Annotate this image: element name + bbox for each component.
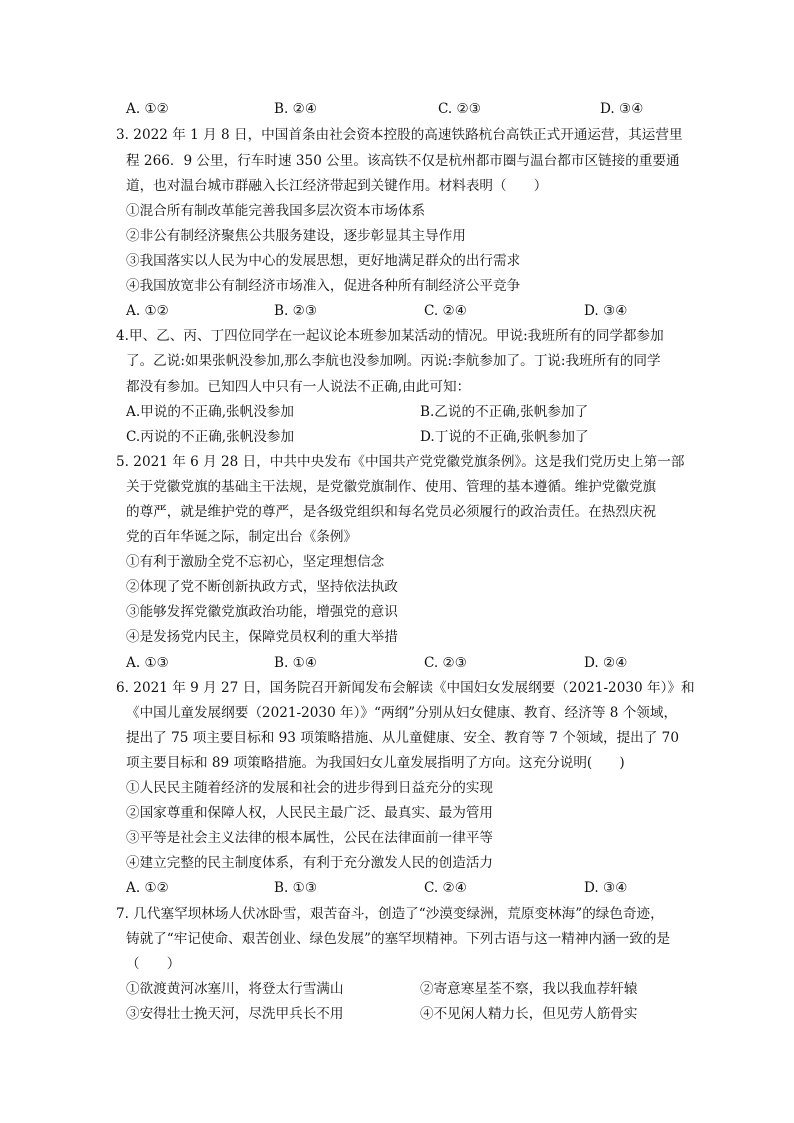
option-d[interactable]: D. ②④ [584,655,628,671]
q7-item-3: ③安得壮士挽天河，尽洗甲兵长不用 [126,1006,344,1022]
option-a[interactable]: A. ①② [126,303,169,319]
q6-stem-line-4: 项主要目标和 89 项策略措施。为我国妇女儿童发展指明了方向。这充分说明( ) [126,755,625,771]
q5-stem-line-2: 关于党徽党旗的基础主干法规，是党徽党旗制作、使用、管理的基本遵循。维护党徽党旗 [126,479,657,495]
option-b[interactable]: B. ②③ [274,303,318,319]
q5-item-1: ①有利于激励全党不忘初心，坚定理想信念 [126,554,385,570]
q7-stem-line-2: 铸就了“牢记使命、艰苦创业、绿色发展”的塞罕坝精神。下列古语与这一精神内涵一致的是 [126,931,671,947]
q4-stem-line-2: 了。乙说:如果张帆没参加,那么李航也没参加咧。丙说:李航参加了。丁说:我班所有的同学 [126,353,661,369]
option-c[interactable]: C. ②④ [424,880,467,896]
q5-stem-line-3: 的尊严，就是维护党的尊严，是各级党组织和每名党员必须履行的政治责任。在热烈庆祝 [126,504,657,520]
q6-stem-line-3: 提出了 75 项主要目标和 93 项策略措施、从儿童健康、安全、教育等 7 个领域，提出了 70 [126,730,679,746]
option-c[interactable]: C.丙说的不正确,张帆没参加 [126,429,295,445]
option-d[interactable]: D. ③④ [584,880,628,896]
option-c[interactable]: C. ②③ [438,101,481,117]
option-c[interactable]: C. ②④ [424,303,467,319]
option-b[interactable]: B. ②④ [274,101,318,117]
option-a[interactable]: A. ①② [126,101,169,117]
q6-item-3: ③平等是社会主义法律的根本属性，公民在法律面前一律平等 [126,830,494,846]
q7-stem-line-1: 7. 几代塞罕坝林场人伏冰卧雪，艰苦奋斗，创造了“沙漠变绿洲，荒原变林海”的绿色奇迹， [116,906,664,922]
q3-stem-line-3: 道，也对温台城市群融入长江经济带起到关键作用。材料表明（ ） [126,178,548,194]
q3-item-1: ①混合所有制改革能完善我国多层次资本市场体系 [126,203,426,219]
option-a[interactable]: A. ①② [126,880,169,896]
q6-stem-line-2: 《中国儿童发展纲要（2021-2030 年）》“两纲”分别从妇女健康、教育、经济等 8 个领域， [126,705,678,721]
q3-item-3: ③我国落实以人民为中心的发展思想，更好地满足群众的出行需求 [126,253,521,269]
q4-stem-line-3: 都没有参加。已知四人中只有一人说法不正确,由此可知： [126,379,471,395]
q3-stem-line-1: 3. 2022 年 1 月 8 日，中国首条由社会资本控股的高速铁路杭台高铁正式开通运营，其运营里 [116,127,683,143]
q4-stem-line-1: 4.甲、乙、丙、丁四位同学在一起议论本班参加某活动的情况。甲说:我班所有的同学都参加 [116,328,664,344]
q5-stem-line-4: 党的百年华诞之际，制定出台《条例》 [126,529,358,545]
q6-item-2: ②国家尊重和保障人权，人民民主最广泛、最真实、最为管用 [126,805,494,821]
q7-item-1: ①欲渡黄河冰塞川，将登太行雪满山 [126,981,344,997]
q5-stem-line-1: 5. 2021 年 6 月 28 日，中共中央发布《中国共产党党徽党旗条例》。这是我们党历史上第一部 [116,454,685,470]
q3-item-4: ④我国放宽非公有制经济市场准入，促进各种所有制经济公平竞争 [126,278,521,294]
q6-item-4: ④建立完整的民主制度体系，有利于充分激发人民的创造活力 [126,855,494,871]
q3-stem-line-2: 程 266．9 公里，行车时速 350 公里。该高铁不仅是杭州都市圈与温台都市区链接的重要通 [126,153,680,169]
option-a[interactable]: A.甲说的不正确,张帆没参加 [126,404,294,420]
q6-item-1: ①人民民主随着经济的发展和社会的进步得到日益充分的实现 [126,780,494,796]
q3-item-2: ②非公有制经济聚焦公共服务建设，逐步彰显其主导作用 [126,228,466,244]
q5-item-4: ④是发扬党内民主，保障党员权利的重大举措 [126,629,398,645]
q7-item-2: ②寄意寒星荃不察，我以我血荐轩辕 [420,981,638,997]
option-b[interactable]: B.乙说的不正确,张帆参加了 [420,404,589,420]
option-d[interactable]: D.丁说的不正确,张帆参加了 [420,429,589,445]
option-c[interactable]: C. ②③ [424,655,467,671]
option-a[interactable]: A. ①③ [126,655,169,671]
q7-stem-line-3: （ ） [126,956,181,972]
q6-stem-line-1: 6. 2021 年 9 月 27 日，国务院召开新闻发布会解读《中国妇女发展纲要（2021-2030 年）》和 [116,680,695,696]
q5-item-2: ②体现了党不断创新执政方式，坚持依法执政 [126,579,398,595]
option-d[interactable]: D. ③④ [584,303,628,319]
option-b[interactable]: B. ①③ [274,880,318,896]
q5-item-3: ③能够发挥党徽党旗政治功能，增强党的意识 [126,604,398,620]
q7-item-4: ④不见闲人精力长，但见劳人筋骨实 [420,1006,638,1022]
option-b[interactable]: B. ①④ [274,655,318,671]
option-d[interactable]: D. ③④ [600,101,644,117]
